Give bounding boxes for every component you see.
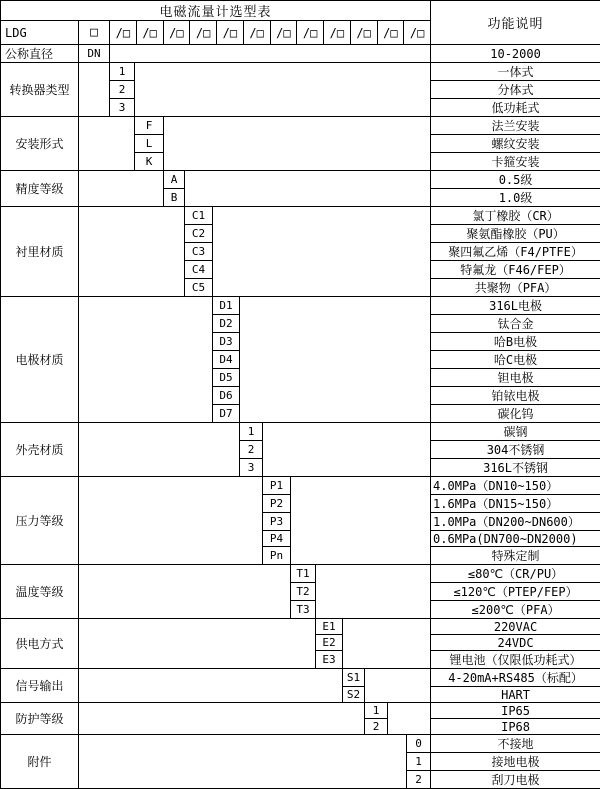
spacer-cell <box>213 207 431 297</box>
option-code: D4 <box>213 351 240 369</box>
option-desc: 氯丁橡胶（CR） <box>431 207 600 225</box>
option-code: 1 <box>365 703 388 719</box>
section-label: 转换器类型 <box>1 63 79 117</box>
option-code: C4 <box>185 261 213 279</box>
option-code: D6 <box>213 387 240 405</box>
section-label: 信号输出 <box>1 669 79 703</box>
option-desc: 哈C电极 <box>431 351 600 369</box>
option-code: P2 <box>263 495 291 513</box>
model-code-slot: /□ <box>350 21 377 44</box>
option-code: 1 <box>110 63 135 81</box>
option-code: T3 <box>291 601 316 619</box>
option-desc: 法兰安装 <box>431 117 600 135</box>
model-code-slot: /□ <box>270 21 297 44</box>
option-desc: 4.0MPa（DN10~150） <box>431 477 600 495</box>
option-desc: IP68 <box>431 719 600 735</box>
option-code: D7 <box>213 405 240 423</box>
model-code-slot: /□ <box>189 21 216 44</box>
spacer-cell <box>79 669 343 703</box>
option-code: 3 <box>240 459 263 477</box>
option-desc: 一体式 <box>431 63 600 81</box>
option-code: P1 <box>263 477 291 495</box>
spacer-cell <box>79 423 240 477</box>
option-desc: 低功耗式 <box>431 99 600 117</box>
spacer-cell <box>343 619 431 669</box>
option-desc: 1.6MPa（DN15~150） <box>431 495 600 513</box>
spacer-cell <box>185 171 431 207</box>
option-code: D2 <box>213 315 240 333</box>
option-desc: 0.5级 <box>431 171 600 189</box>
option-desc: HART <box>431 687 600 703</box>
spacer-cell <box>79 207 185 297</box>
spacer-cell <box>79 735 407 789</box>
option-desc: 碳化钨 <box>431 405 600 423</box>
option-desc: 接地电极 <box>431 753 600 771</box>
option-code: D5 <box>213 369 240 387</box>
spacer-cell <box>79 297 213 423</box>
model-code-slot: /□ <box>377 21 404 44</box>
option-code: C3 <box>185 243 213 261</box>
option-desc: 共聚物（PFA） <box>431 279 600 297</box>
model-code-slot: /□ <box>163 21 190 44</box>
spacer-cell <box>135 63 431 117</box>
option-code: B <box>164 189 185 207</box>
section-label: 外壳材质 <box>1 423 79 477</box>
option-desc: 4-20mA+RS485（标配） <box>431 669 600 687</box>
model-code-slot: /□ <box>403 21 430 44</box>
option-code: F <box>135 117 164 135</box>
option-desc: 不接地 <box>431 735 600 753</box>
option-code: T2 <box>291 583 316 601</box>
spacer-cell <box>110 45 431 63</box>
option-code: 2 <box>365 719 388 735</box>
option-code: DN <box>79 45 110 63</box>
option-code: P3 <box>263 513 291 531</box>
option-desc: 钛合金 <box>431 315 600 333</box>
option-code: 2 <box>240 441 263 459</box>
section-label: 安装形式 <box>1 117 79 171</box>
section-label: 防护等级 <box>1 703 79 735</box>
option-code: P4 <box>263 531 291 547</box>
option-desc: 钽电极 <box>431 369 600 387</box>
option-code: K <box>135 153 164 171</box>
spacer-cell <box>388 703 431 735</box>
option-desc: IP65 <box>431 703 600 719</box>
model-code-slot: /□ <box>243 21 270 44</box>
model-code-slot: /□ <box>115 25 131 40</box>
model-code-slot: /□ <box>136 21 163 44</box>
spacer-cell <box>240 297 431 423</box>
option-desc: 316L不锈钢 <box>431 459 600 477</box>
option-code: T1 <box>291 565 316 583</box>
option-code: E3 <box>316 651 343 669</box>
spacer-cell <box>291 477 431 565</box>
spacer-cell <box>316 565 431 619</box>
spacer-cell <box>79 117 135 171</box>
option-desc: 螺纹安装 <box>431 135 600 153</box>
option-code: 3 <box>110 99 135 117</box>
option-code: C2 <box>185 225 213 243</box>
option-code: 2 <box>407 771 431 789</box>
section-label: 衬里材质 <box>1 207 79 297</box>
table-title: 电磁流量计选型表 <box>1 1 431 21</box>
option-code: D3 <box>213 333 240 351</box>
option-desc: 316L电极 <box>431 297 600 315</box>
option-desc: 0.6MPa(DN700~DN2000) <box>431 531 600 547</box>
option-desc: 特氟龙（F46/FEP） <box>431 261 600 279</box>
spacer-cell <box>79 477 263 565</box>
option-code: C1 <box>185 207 213 225</box>
option-desc: 1.0MPa（DN200~DN600） <box>431 513 600 531</box>
spacer-cell <box>79 703 365 735</box>
section-label: 温度等级 <box>1 565 79 619</box>
option-desc: ≤120℃（PTEP/FEP） <box>431 583 600 601</box>
option-desc: 哈B电极 <box>431 333 600 351</box>
option-code: D1 <box>213 297 240 315</box>
option-code: 0 <box>407 735 431 753</box>
option-desc: 聚四氟乙烯（F4/PTFE） <box>431 243 600 261</box>
option-desc: 碳钢 <box>431 423 600 441</box>
spacer-cell <box>164 117 431 171</box>
model-code-slot: /□ <box>296 21 323 44</box>
function-description-header: 功能说明 <box>431 1 600 45</box>
option-desc: 铂铱电极 <box>431 387 600 405</box>
option-desc: 304不锈钢 <box>431 441 600 459</box>
spacer-cell <box>79 63 110 117</box>
model-code-slot: /□ <box>216 21 243 44</box>
option-desc: 聚氨酯橡胶（PU） <box>431 225 600 243</box>
spacer-cell <box>365 669 431 703</box>
option-desc: 卡箍安装 <box>431 153 600 171</box>
option-code: 1 <box>407 753 431 771</box>
option-code: E1 <box>316 619 343 635</box>
option-code: E2 <box>316 635 343 651</box>
option-code: 1 <box>240 423 263 441</box>
model-code-slot-row <box>110 21 430 44</box>
model-code-slot: /□ <box>323 21 350 44</box>
section-label: 附件 <box>1 735 79 789</box>
spacer-cell <box>79 565 291 619</box>
option-code: L <box>135 135 164 153</box>
spacer-cell <box>79 619 316 669</box>
option-desc: 10-2000 <box>431 45 600 63</box>
option-code: S2 <box>343 687 365 703</box>
section-label: 供电方式 <box>1 619 79 669</box>
option-desc: 特殊定制 <box>431 547 600 565</box>
spacer-cell <box>79 171 164 207</box>
option-desc: 锂电池（仅限低功耗式） <box>431 651 600 669</box>
option-desc: ≤200℃（PFA） <box>431 601 600 619</box>
option-desc: 刮刀电极 <box>431 771 600 789</box>
option-desc: 24VDC <box>431 635 600 651</box>
section-label: 电极材质 <box>1 297 79 423</box>
option-code: A <box>164 171 185 189</box>
section-label: 公称直径 <box>1 45 79 63</box>
option-code: Pn <box>263 547 291 565</box>
spacer-cell <box>263 423 431 477</box>
section-label: 精度等级 <box>1 171 79 207</box>
model-code-prefix: LDG <box>1 21 79 45</box>
option-desc: 1.0级 <box>431 189 600 207</box>
section-label: 压力等级 <box>1 477 79 565</box>
option-desc: 220VAC <box>431 619 600 635</box>
option-code: S1 <box>343 669 365 687</box>
option-code: C5 <box>185 279 213 297</box>
model-code-box: □ <box>79 21 110 45</box>
option-code: 2 <box>110 81 135 99</box>
option-desc: ≤80℃（CR/PU） <box>431 565 600 583</box>
model-code-slots <box>110 21 431 45</box>
option-desc: 分体式 <box>431 81 600 99</box>
